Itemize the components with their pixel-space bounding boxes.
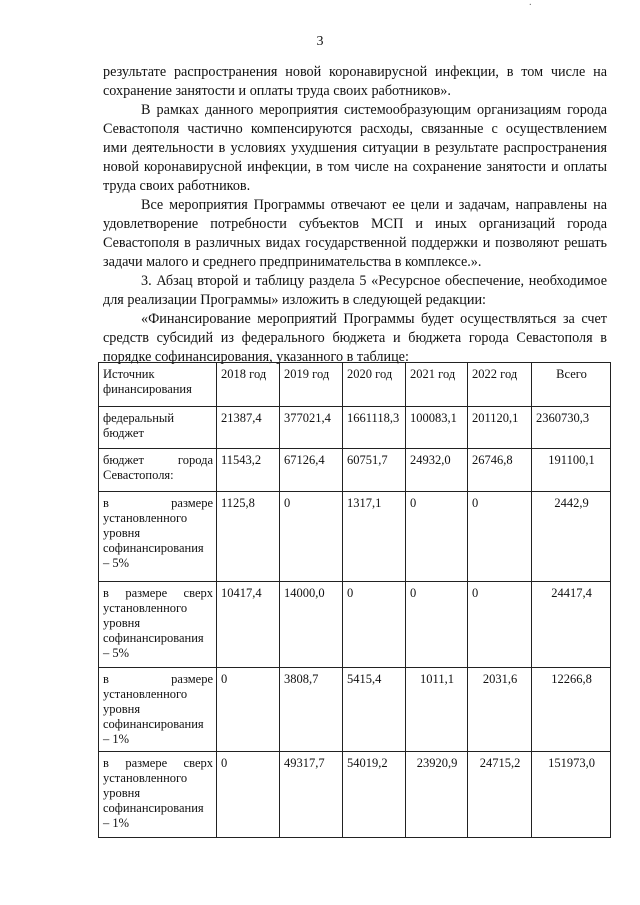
row-label: бюджет города Севастополя:: [99, 449, 217, 492]
row-label: федеральный бюджет: [99, 407, 217, 449]
cell-value: 0: [468, 582, 532, 668]
cell-value: 0: [406, 582, 468, 668]
financing-paragraph: «Финансирование мероприятий Программы будет осуществляться за счет средств субсидий из федерального бюджета и бюджета города Севастополя в порядке софинансирования, указанного в таблице:: [103, 311, 607, 365]
cell-total: 12266,8: [532, 668, 611, 752]
cell-value: 11543,2: [217, 449, 280, 492]
cell-value: 5415,4: [343, 668, 406, 752]
table-header-row: [99, 363, 611, 407]
body-text: [103, 63, 607, 367]
cell-value: 49317,7: [280, 752, 343, 838]
cell-value: 0: [217, 752, 280, 838]
cell-value: 2031,6: [468, 668, 532, 752]
cell-value: 100083,1: [406, 407, 468, 449]
cell-value: 23920,9: [406, 752, 468, 838]
paragraph-continuation: результате распространения новой коронавирусной инфекции, в том числе на сохранение занятости и оплаты труда своих работников».: [103, 64, 607, 99]
cell-value: 14000,0: [280, 582, 343, 668]
cell-value: 377021,4: [280, 407, 343, 449]
amendment-paragraph: 3. Абзац второй и таблицу раздела 5 «Ресурсное обеспечение, необходимое для реализации Программы» изложить в следующей редакции:: [103, 273, 607, 308]
table-row: [99, 582, 611, 668]
cell-value: 24932,0: [406, 449, 468, 492]
cell-total: 151973,0: [532, 752, 611, 838]
header-cell-total: Всего: [532, 363, 611, 407]
header-cell-2022: 2022 год: [468, 363, 532, 407]
row-label: в размере установленного уровня софинансирования – 1%: [99, 668, 217, 752]
cell-value: 0: [468, 492, 532, 582]
financing-table-container: [98, 362, 611, 838]
cell-total: 191100,1: [532, 449, 611, 492]
cell-value: 1125,8: [217, 492, 280, 582]
financing-table: [98, 362, 611, 838]
cell-value: 3808,7: [280, 668, 343, 752]
cell-value: 0: [406, 492, 468, 582]
cell-value: 24715,2: [468, 752, 532, 838]
cell-value: 1661118,3: [343, 407, 406, 449]
header-cell-2020: 2020 год: [343, 363, 406, 407]
cell-value: 67126,4: [280, 449, 343, 492]
header-cell-2019: 2019 год: [280, 363, 343, 407]
cell-total: 24417,4: [532, 582, 611, 668]
cell-total: 2360730,3: [532, 407, 611, 449]
cell-total: 2442,9: [532, 492, 611, 582]
row-label: в размере сверх установленного уровня софинансирования – 1%: [99, 752, 217, 838]
header-cell-source: Источник финансирования: [99, 363, 217, 407]
header-cell-2018: 2018 год: [217, 363, 280, 407]
header-cell-2021: 2021 год: [406, 363, 468, 407]
cell-value: 0: [217, 668, 280, 752]
cell-value: 54019,2: [343, 752, 406, 838]
table-row: [99, 492, 611, 582]
row-label: в размере установленного уровня софинансирования – 5%: [99, 492, 217, 582]
cell-value: 10417,4: [217, 582, 280, 668]
cell-value: 26746,8: [468, 449, 532, 492]
page-number: 3: [316, 34, 324, 49]
cell-value: 201120,1: [468, 407, 532, 449]
cell-value: 21387,4: [217, 407, 280, 449]
cell-value: 1317,1: [343, 492, 406, 582]
paragraph: В рамках данного мероприятия системообразующим организациям города Севастополя частично компенсируются расходы, связанные с осуществлением ими деятельности в условиях ухудшения ситуации в результате распространения новой коронавирусной инфекции, в том числе на сохранение занятости и оплаты труда своих работников.: [103, 102, 607, 194]
table-row: [99, 407, 611, 449]
cell-value: 0: [343, 582, 406, 668]
row-label: в размере сверх установленного уровня софинансирования – 5%: [99, 582, 217, 668]
scan-mark: ·: [528, 0, 532, 11]
cell-value: 0: [280, 492, 343, 582]
paragraph: Все мероприятия Программы отвечают ее цели и задачам, направлены на удовлетворение потребности субъектов МСП и иных организаций города Севастополя в различных видах государственной поддержки и позволяют решать задачи малого и среднего предпринимательства в комплексе.».: [103, 197, 607, 270]
cell-value: 1011,1: [406, 668, 468, 752]
table-row: [99, 449, 611, 492]
table-row: [99, 752, 611, 838]
cell-value: 60751,7: [343, 449, 406, 492]
table-row: [99, 668, 611, 752]
